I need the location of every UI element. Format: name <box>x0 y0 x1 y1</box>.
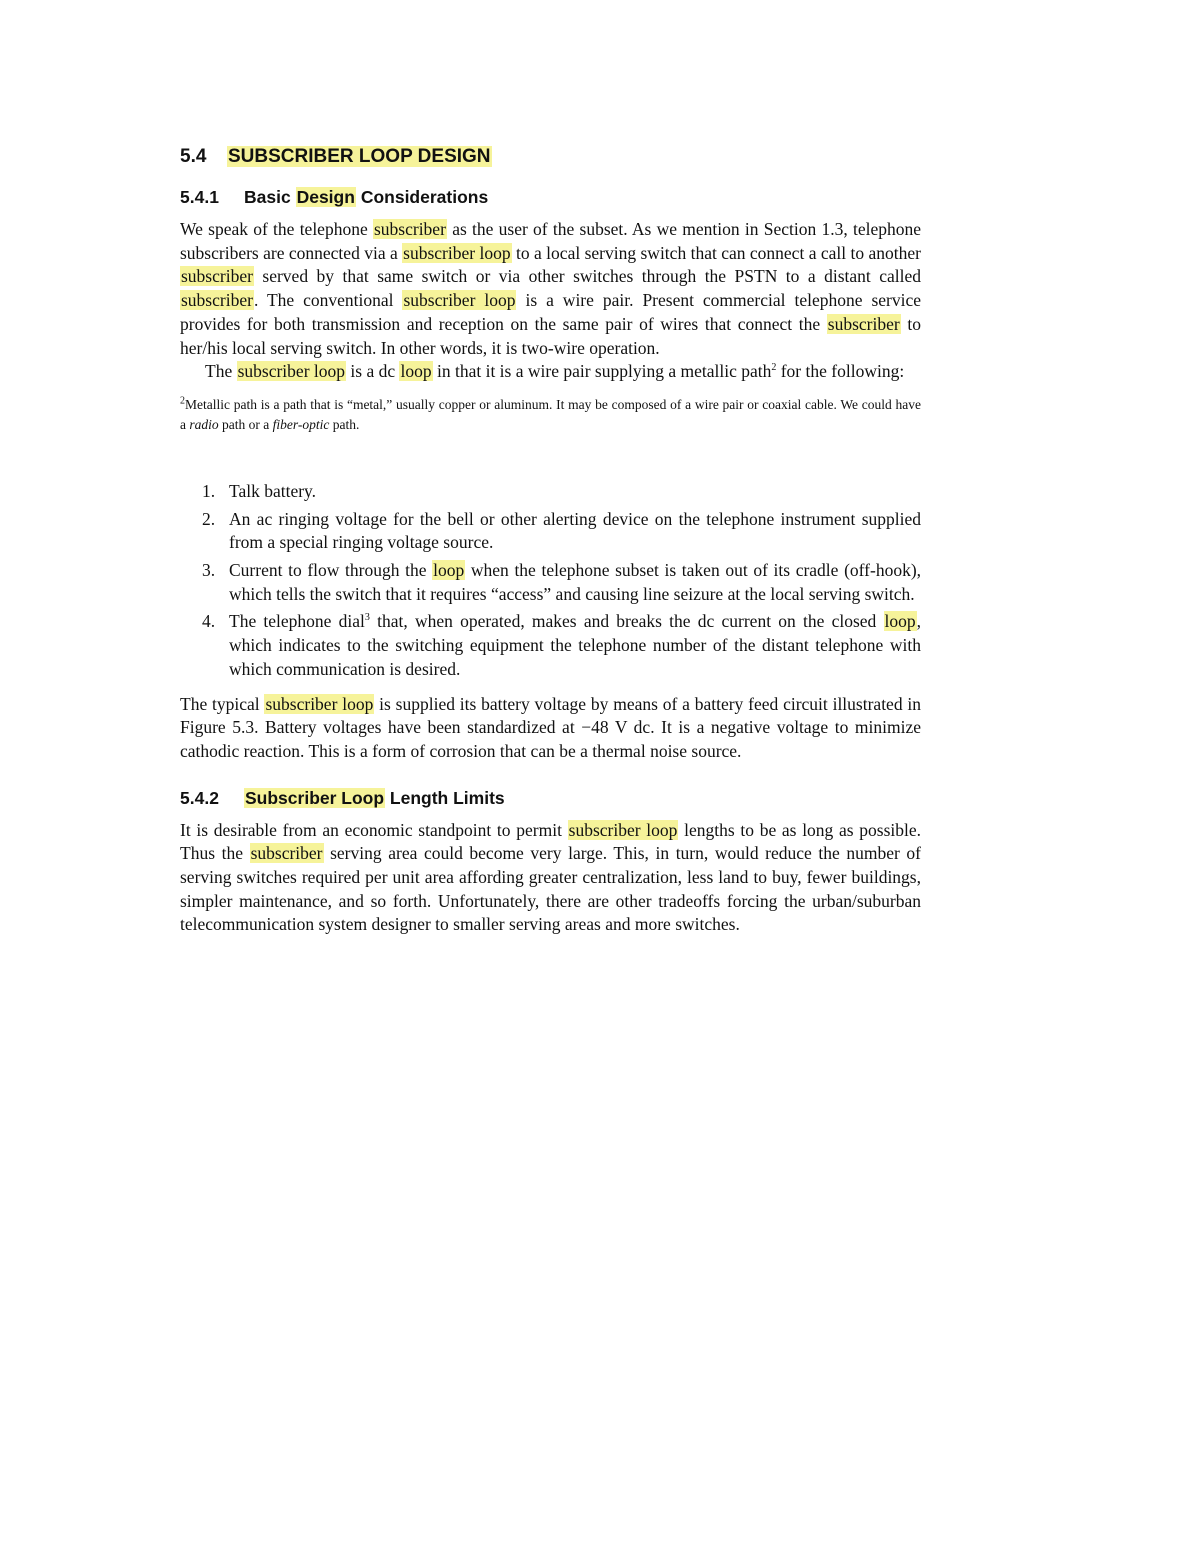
footnote-mark: 2 <box>180 395 185 407</box>
list-item: 3. Current to flow through the loop when the telephone subset is taken out of its cradle (off-hook), which tells the switch that it requires “access” and causing line seizure at the local serving switch. <box>202 560 922 604</box>
paragraph-4: It is desirable from an economic standpoint to permit subscriber loop lengths to be as long as possible. Thus the subscriber serving area could become very large. This, in turn, would reduce the number of serving switches required per unit area affording greater centralization, less land to buy, fewer buildings, simpler maintenance, and so forth. Unfortunately, there are other tradeoffs forcing the urban/suburban telecommunication system designer to smaller serving areas and more switches. <box>180 819 922 935</box>
section-heading <box>180 146 921 168</box>
list-item: 4. The telephone dial$^3$ that, when operated, makes and breaks the dc current on the closed loop, which indicates to the switching equipment the telephone number of the distant telephone with which communication is desired. <box>202 611 922 679</box>
section-title: SUBSCRIBER LOOP DESIGN <box>228 146 491 167</box>
numbered-list <box>180 480 921 682</box>
subsection-number-1: 5.4.1 <box>180 187 219 207</box>
subsection-number-2: 5.4.2 <box>180 787 219 808</box>
list-item: 2. An ac ringing voltage for the bell or other alerting device on the telephone instrument supplied from a special ringing voltage source. <box>202 508 921 553</box>
section-number: 5.4 <box>180 146 207 167</box>
subsection-heading-1: 5.4.1 Basic Design Considerations <box>180 187 489 207</box>
paragraph-2: The subscriber loop is a dc loop in that it is a wire pair supplying a metallic path$^2$ for the following: <box>205 361 905 382</box>
paragraph-3: The typical subscriber loop is supplied its battery voltage by means of a battery feed circuit illustrated in Figure 5.3. Battery voltages have been standardized at −48 V dc. It is a negative voltage to minimize cathodic reaction. This is a form of corrosion that can be a thermal noise source. <box>180 693 922 761</box>
subsection-heading-2: 5.4.2 Subscriber Loop Length Limits <box>180 787 505 808</box>
paragraph-1: We speak of the telephone subscriber as the user of the subset. As we mention in Section 1.3, telephone subscribers are connected via a subscriber loop to a local serving switch that can connect a call to another subscriber served by that same switch or via other switches through the PSTN to a distant called subscriber. The conventional subscriber loop is a wire pair. Present commercial telephone service provides for both transmission and reception on the same pair of wires that connect the subscriber to her/his local serving switch. In other words, it is two-wire operation. <box>180 219 922 358</box>
list-item: 1. Talk battery. <box>202 480 317 501</box>
document-page <box>180 146 921 937</box>
footnote: $^2$Metallic path is a path that is “metal,” usually copper or aluminum. It may be composed of a wire pair or coaxial cable. We could have a radio path or a fiber-optic path. <box>180 395 921 432</box>
